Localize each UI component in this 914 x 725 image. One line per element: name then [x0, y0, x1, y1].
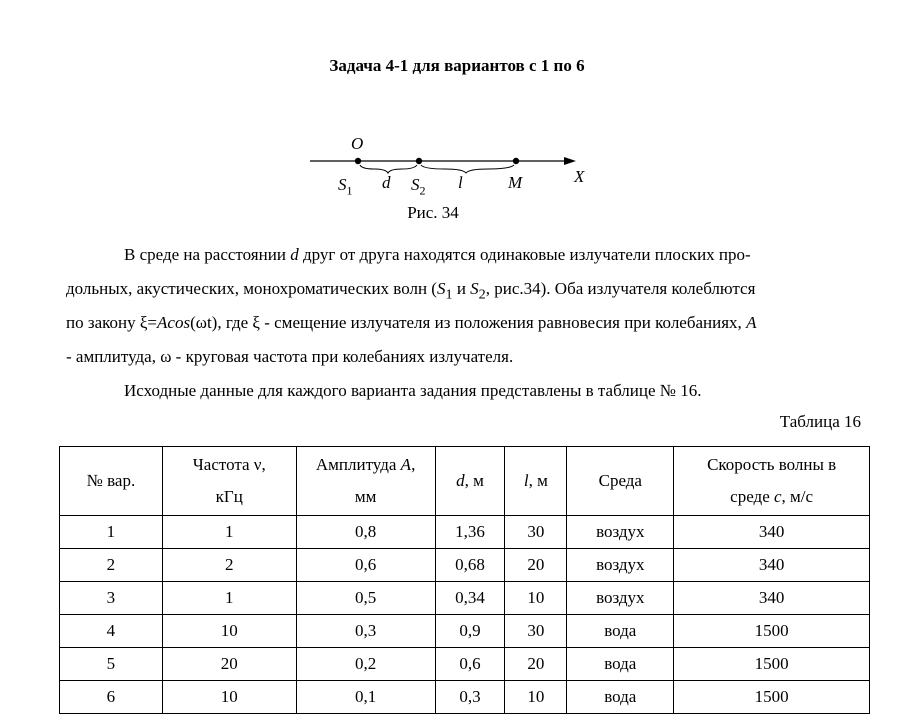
- header-distance-l: l, м: [505, 447, 567, 516]
- cell-speed: 1500: [674, 648, 870, 681]
- brace-l: [421, 165, 514, 173]
- cell-frequency: 2: [162, 549, 296, 582]
- cell-amplitude: 0,6: [296, 549, 435, 582]
- cell-amplitude: 0,5: [296, 582, 435, 615]
- table-caption: Таблица 16: [779, 412, 861, 431]
- cell-medium: воздух: [567, 516, 674, 549]
- task-title: Задача 4-1 для вариантов с 1 по 6: [329, 56, 585, 75]
- header-amplitude: Амплитуда A, мм: [296, 447, 435, 516]
- table-row: [60, 615, 870, 648]
- header-frequency: Частота ν, кГц: [162, 447, 296, 516]
- cell-l: 10: [505, 681, 567, 714]
- header-distance-d: d, м: [435, 447, 505, 516]
- cell-amplitude: 0,1: [296, 681, 435, 714]
- cell-amplitude: 0,8: [296, 516, 435, 549]
- text-line-3: по закону ξ=Acos(ωt), где ξ - смещение излучателя из положения равновесия при колебаниях, A: [66, 313, 757, 332]
- label-s1: $S_1$: [338, 175, 353, 198]
- cell-medium: вода: [567, 615, 674, 648]
- table-header-row: [60, 447, 870, 516]
- figure-34: [300, 130, 600, 200]
- cell-frequency: 10: [162, 681, 296, 714]
- point-s1: [355, 158, 361, 164]
- cell-d: 1,36: [435, 516, 505, 549]
- label-x: X: [574, 167, 585, 186]
- x-axis-arrow: [564, 157, 576, 165]
- cell-variant: 2: [60, 549, 163, 582]
- cell-l: 30: [505, 615, 567, 648]
- label-origin: O: [351, 134, 364, 153]
- table-row: [60, 549, 870, 582]
- text-line-5: Исходные данные для каждого варианта задания представлены в таблице № 16.: [124, 381, 702, 400]
- cell-d: 0,3: [435, 681, 505, 714]
- cell-l: 10: [505, 582, 567, 615]
- cell-speed: 1500: [674, 681, 870, 714]
- cell-d: 0,9: [435, 615, 505, 648]
- cell-frequency: 1: [162, 516, 296, 549]
- table-row: [60, 582, 870, 615]
- label-s2: $S_2$: [411, 175, 426, 198]
- cell-d: 0,68: [435, 549, 505, 582]
- data-table: [59, 446, 870, 714]
- cell-amplitude: 0,2: [296, 648, 435, 681]
- cell-d: 0,6: [435, 648, 505, 681]
- cell-variant: 3: [60, 582, 163, 615]
- cell-speed: 340: [674, 516, 870, 549]
- cell-l: 20: [505, 648, 567, 681]
- cell-d: 0,34: [435, 582, 505, 615]
- label-l: l: [458, 173, 463, 192]
- cell-speed: 1500: [674, 615, 870, 648]
- cell-frequency: 1: [162, 582, 296, 615]
- table-row: [60, 648, 870, 681]
- label-m: M: [508, 173, 523, 192]
- cell-medium: воздух: [567, 549, 674, 582]
- cell-frequency: 10: [162, 615, 296, 648]
- cell-variant: 4: [60, 615, 163, 648]
- text-line-2: дольных, акустических, монохроматических волн ($S_1$ и $S_2$, рис.34). Оба излучателя колеблются: [66, 279, 756, 303]
- cell-medium: вода: [567, 681, 674, 714]
- table-row: [60, 516, 870, 549]
- cell-variant: 1: [60, 516, 163, 549]
- cell-variant: 5: [60, 648, 163, 681]
- cell-frequency: 20: [162, 648, 296, 681]
- cell-medium: воздух: [567, 582, 674, 615]
- header-wave-speed: Скорость волны в среде c, м/с: [674, 447, 870, 516]
- problem-text: [66, 238, 862, 408]
- header-medium: Среда: [567, 447, 674, 516]
- label-d: d: [382, 173, 391, 192]
- point-m: [513, 158, 519, 164]
- brace-d: [360, 165, 417, 173]
- cell-variant: 6: [60, 681, 163, 714]
- cell-medium: вода: [567, 648, 674, 681]
- header-variant: № вар.: [60, 447, 163, 516]
- table-row: [60, 681, 870, 714]
- point-s2: [416, 158, 422, 164]
- text-line-4: - амплитуда, ω - круговая частота при колебаниях излучателя.: [66, 347, 514, 366]
- cell-l: 20: [505, 549, 567, 582]
- figure-caption: Рис. 34: [407, 203, 459, 222]
- cell-speed: 340: [674, 549, 870, 582]
- text-line-1: В среде на расстоянии d друг от друга находятся одинаковые излучатели плоских про-: [124, 245, 751, 264]
- cell-speed: 340: [674, 582, 870, 615]
- cell-amplitude: 0,3: [296, 615, 435, 648]
- cell-l: 30: [505, 516, 567, 549]
